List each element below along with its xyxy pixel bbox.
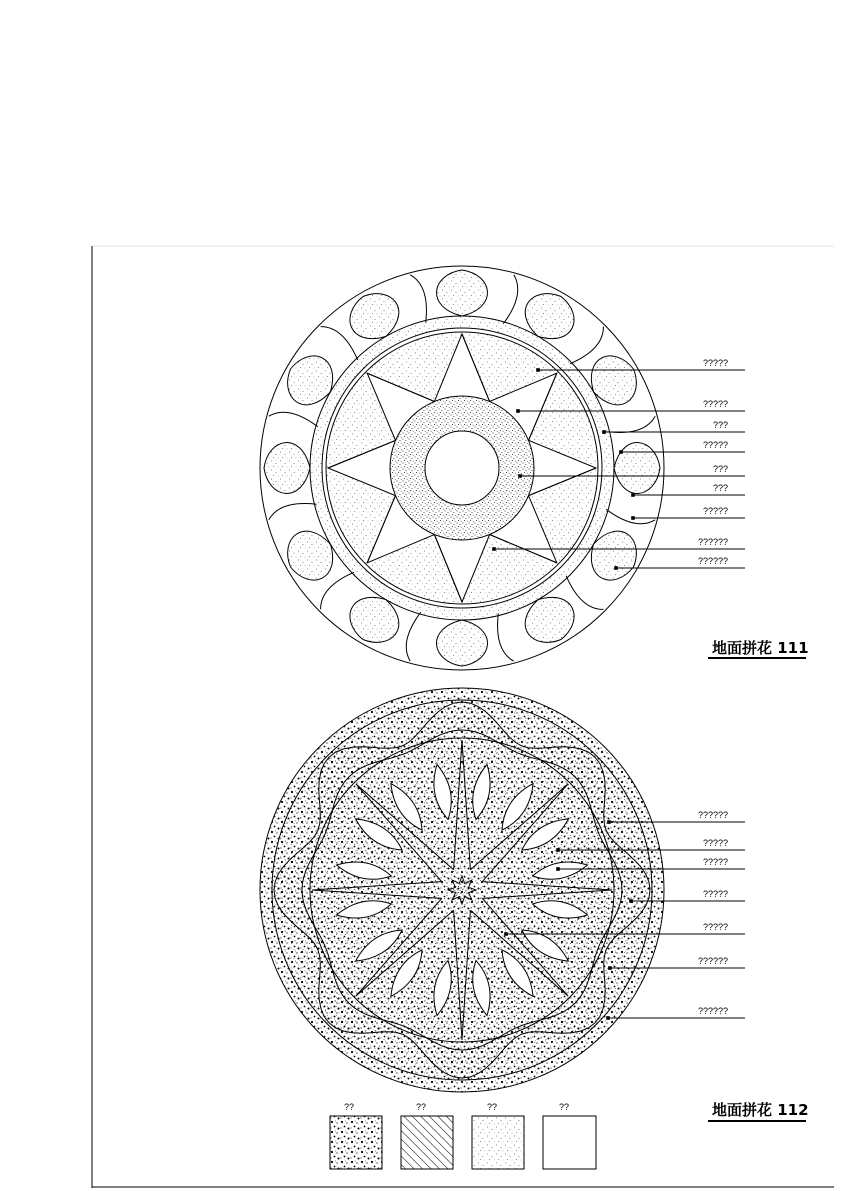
- callout-112-label: ?????: [702, 857, 728, 867]
- callout-111-leader-dot: [619, 450, 623, 454]
- center-disc: [425, 431, 499, 505]
- material-legend: [330, 1102, 596, 1169]
- callout-111-label: ?????: [702, 399, 728, 409]
- callout-111-leader-dot: [492, 547, 496, 551]
- callout-111-label: ???: [712, 483, 728, 493]
- legend-label-3: ??: [486, 1102, 498, 1112]
- legend-swatch-fine-stipple: [472, 1116, 524, 1169]
- callout-111-label: ??????: [697, 556, 728, 566]
- callout-111-leader-dot: [536, 368, 540, 372]
- callout-112-label: ??????: [697, 956, 728, 966]
- callout-111-leader-dot: [602, 430, 606, 434]
- legend-swatch-diagonal-hatch: [401, 1116, 453, 1169]
- callout-112-label: ??????: [697, 810, 728, 820]
- callout-112-leader-dot: [556, 867, 560, 871]
- callout-112-leader-dot: [608, 966, 612, 970]
- medallion-112: [260, 688, 664, 1092]
- callout-112-leader-dot: [607, 820, 611, 824]
- callout-111-label: ??????: [697, 537, 728, 547]
- callout-111-leader-dot: [631, 516, 635, 520]
- callout-112-label: ?????: [702, 922, 728, 932]
- callout-112-label: ??????: [697, 1006, 728, 1016]
- callout-111-label: ?????: [702, 440, 728, 450]
- callout-111-label: ???: [712, 420, 728, 430]
- callout-111-label: ?????: [702, 358, 728, 368]
- callout-111-leader-dot: [631, 493, 635, 497]
- legend-label-2: ??: [415, 1102, 427, 1112]
- callout-112-leader-dot: [504, 932, 508, 936]
- callout-111-label: ???: [712, 464, 728, 474]
- callout-112-leader-dot: [556, 848, 560, 852]
- callout-112-leader-dot: [606, 1016, 610, 1020]
- title-111: 地面拼花 111: [712, 639, 809, 657]
- callout-112-leader-dot: [629, 899, 633, 903]
- legend-label-1: ??: [343, 1102, 355, 1112]
- legend-label-4: ??: [558, 1102, 570, 1112]
- legend-swatch-coarse-stipple: [330, 1116, 382, 1169]
- callout-112-label: ?????: [702, 838, 728, 848]
- callout-112-label: ?????: [702, 889, 728, 899]
- title-112: 地面拼花 112: [712, 1101, 809, 1119]
- medallion-111: [260, 266, 664, 670]
- center-star: [448, 876, 476, 904]
- callout-111-leader-dot: [518, 474, 522, 478]
- callout-111-leader-dot: [516, 409, 520, 413]
- legend-swatch-blank: [543, 1116, 596, 1169]
- callout-111-leader-dot: [614, 566, 618, 570]
- callout-111-label: ?????: [702, 506, 728, 516]
